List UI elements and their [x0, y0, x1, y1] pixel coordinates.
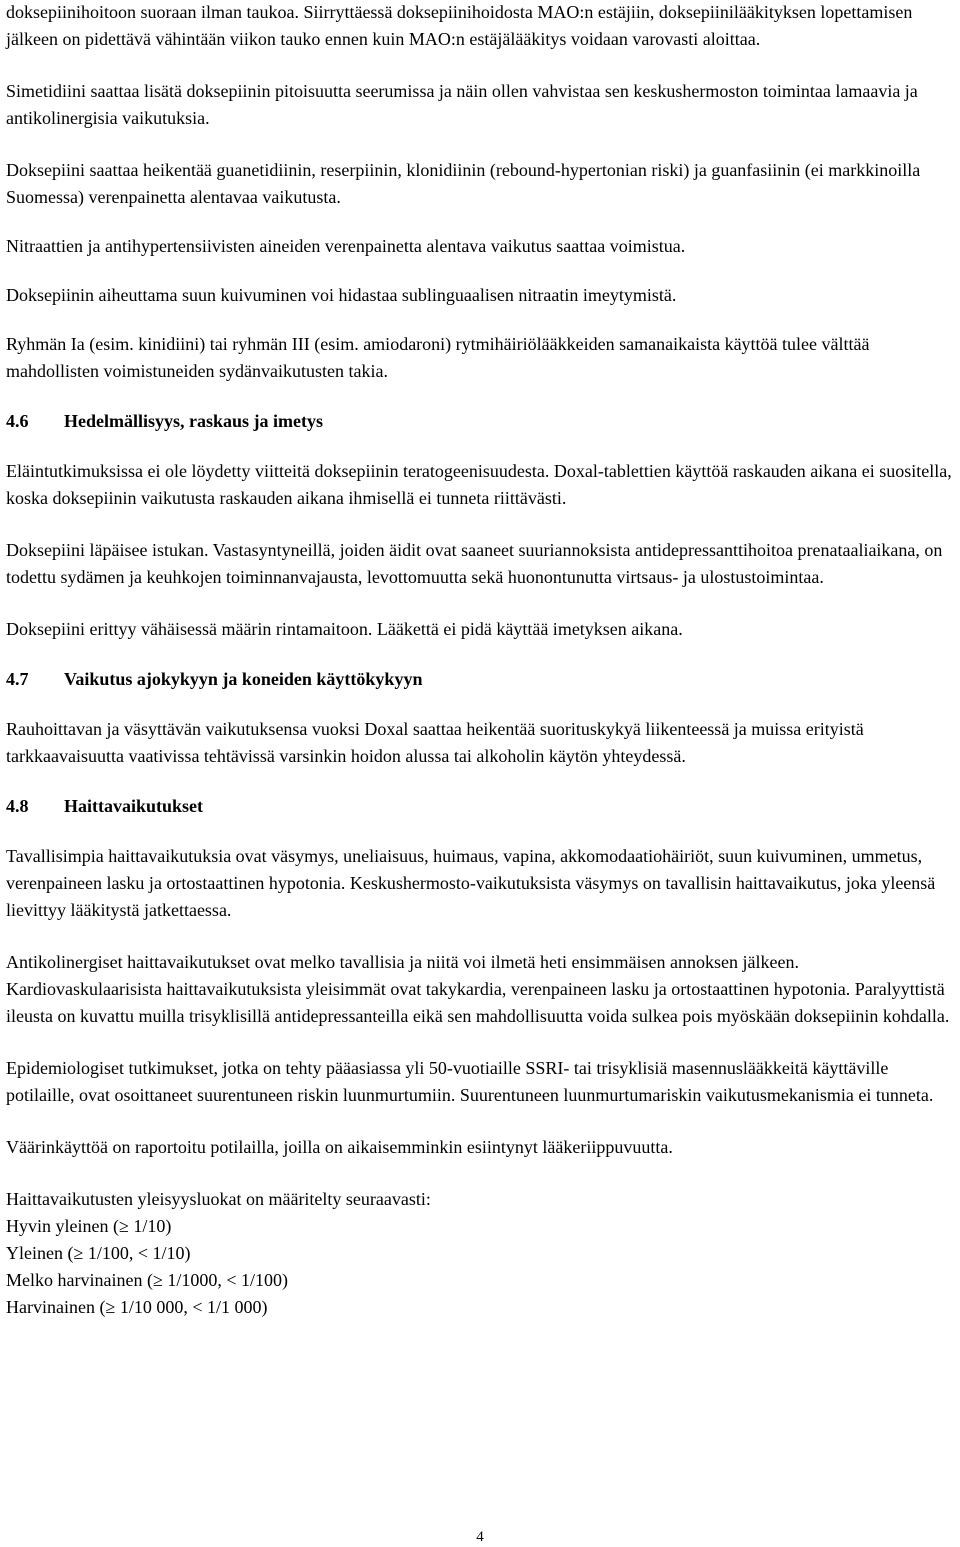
section-number: 4.6	[6, 411, 29, 431]
section-number: 4.8	[6, 796, 29, 816]
list-item: Hyvin yleinen (≥ 1/10)	[6, 1216, 172, 1236]
list-item: Melko harvinainen (≥ 1/1000, < 1/100)	[6, 1270, 288, 1290]
paragraph-abuse: Väärinkäyttöä on raportoitu potilailla, joilla on aikaisemminkin esiintynyt lääkeriippuvuutta.	[6, 1137, 673, 1157]
paragraph-nitrates: Nitraattien ja antihypertensiivisten aineiden verenpainetta alentava vaikutus saattaa voimistua.	[6, 236, 686, 256]
section-heading-4-6	[6, 408, 954, 435]
paragraph-cimetidine: Simetidiini saattaa lisätä doksepiinin pitoisuutta seerumissa ja näin ollen vahvistaa sen keskushermoston toimintaa lamaavia ja antikolinergisia vaikutuksia.	[6, 81, 918, 128]
section-title: Vaikutus ajokykyyn ja koneiden käyttökykyyn	[64, 669, 423, 689]
section-title: Hedelmällisyys, raskaus ja imetys	[64, 411, 323, 431]
paragraph-placenta: Doksepiini läpäisee istukan. Vastasyntyneillä, joiden äidit ovat saaneet suuriannoksista antidepressanttihoitoa prenataaliaikana, on todettu sydämen ja keuhkojen toiminnanvajausta, levottomuutta sekä huonontunutta virtsaus- ja ulostustoimintaa.	[6, 540, 943, 587]
paragraph-antiarrhythmics: Ryhmän Ia (esim. kinidiini) tai ryhmän III (esim. amiodaroni) rytmihäiriölääkkeiden samanaikaista käyttöä tulee välttää mahdollisten voimistuneiden sydänvaikutusten takia.	[6, 334, 870, 381]
section-heading-4-7	[6, 666, 954, 693]
page-number: 4	[476, 1529, 484, 1545]
frequency-scale-intro: Haittavaikutusten yleisyysluokat on määritelty seuraavasti:	[6, 1189, 431, 1209]
section-number: 4.7	[6, 669, 29, 689]
section-heading-4-8	[6, 793, 954, 820]
document-page	[6, 0, 954, 1321]
paragraph-breastfeeding: Doksepiini erittyy vähäisessä määrin rintamaitoon. Lääkettä ei pidä käyttää imetyksen aikana.	[6, 619, 683, 639]
paragraph-teratogenicity: Eläintutkimuksissa ei ole löydetty viitteitä doksepiinin teratogeenisuudesta. Doxal-tablettien käyttöä raskauden aikana ei suositella, koska doksepiinin vaikutusta raskauden aikana ihmisellä ei tunneta riittävästi.	[6, 461, 952, 508]
paragraph-antihypertensives: Doksepiini saattaa heikentää guanetidiinin, reserpiinin, klonidiinin (rebound-hypertonian riski) ja guanfasiinin (ei markkinoilla Suomessa) verenpainetta alentavaa vaikutusta.	[6, 160, 921, 207]
paragraph-epidemiology: Epidemiologiset tutkimukset, jotka on tehty pääasiassa yli 50-vuotiaille SSRI- tai trisyklisiä masennuslääkkeitä käyttäville potilaille, ovat osoittaneet suurentuneen riskin luunmurtumiin. Suurentuneen luunmurtumariskin vaikutusmekanismia ei tunneta.	[6, 1058, 934, 1105]
frequency-scale-list	[6, 1213, 954, 1321]
paragraph-driving: Rauhoittavan ja väsyttävän vaikutuksensa vuoksi Doxal saattaa heikentää suorituskykyä liikenteessä ja muissa erityistä tarkkaavaisuutta vaativissa tehtävissä varsinkin hoidon alussa tai alkoholin käytön yhteydessä.	[6, 719, 864, 766]
paragraph-dry-mouth: Doksepiinin aiheuttama suun kuivuminen voi hidastaa sublinguaalisen nitraatin imeytymistä.	[6, 285, 677, 305]
list-item: Harvinainen (≥ 1/10 000, < 1/1 000)	[6, 1297, 268, 1317]
paragraph-common-effects: Tavallisimpia haittavaikutuksia ovat väsymys, uneliaisuus, huimaus, vapina, akkomodaatiohäiriöt, suun kuivuminen, ummetus, verenpaineen lasku ja ortostaattinen hypotonia. Keskushermosto-vaikutuksista väsymys on tavallisin haittavaikutus, joka yleensä lievittyy lääkitystä jatkettaessa.	[6, 846, 936, 920]
paragraph-mao-inhibitors: doksepiinihoitoon suoraan ilman taukoa. Siirryttäessä doksepiinihoidosta MAO:n estäjiin, doksepiinilääkityksen lopettamisen jälkeen on pidettävä vähintään viikon tauko ennen kuin MAO:n estäjälääkitys voidaan varovasti aloittaa.	[6, 2, 913, 49]
paragraph-anticholinergic: Antikolinergiset haittavaikutukset ovat melko tavallisia ja niitä voi ilmetä heti ensimmäisen annoksen jälkeen. Kardiovaskulaarisista haittavaikutuksista yleisimmät ovat takykardia, verenpaineen lasku ja ortostaattinen hypotonia. Paralyyttistä ileusta on kuvattu muilla trisyklisillä antidepressanteilla eikä sen mahdollisuutta voida sulkea pois myöskään doksepiinin kohdalla.	[6, 952, 950, 1026]
list-item: Yleinen (≥ 1/100, < 1/10)	[6, 1243, 191, 1263]
section-title: Haittavaikutukset	[64, 796, 204, 816]
